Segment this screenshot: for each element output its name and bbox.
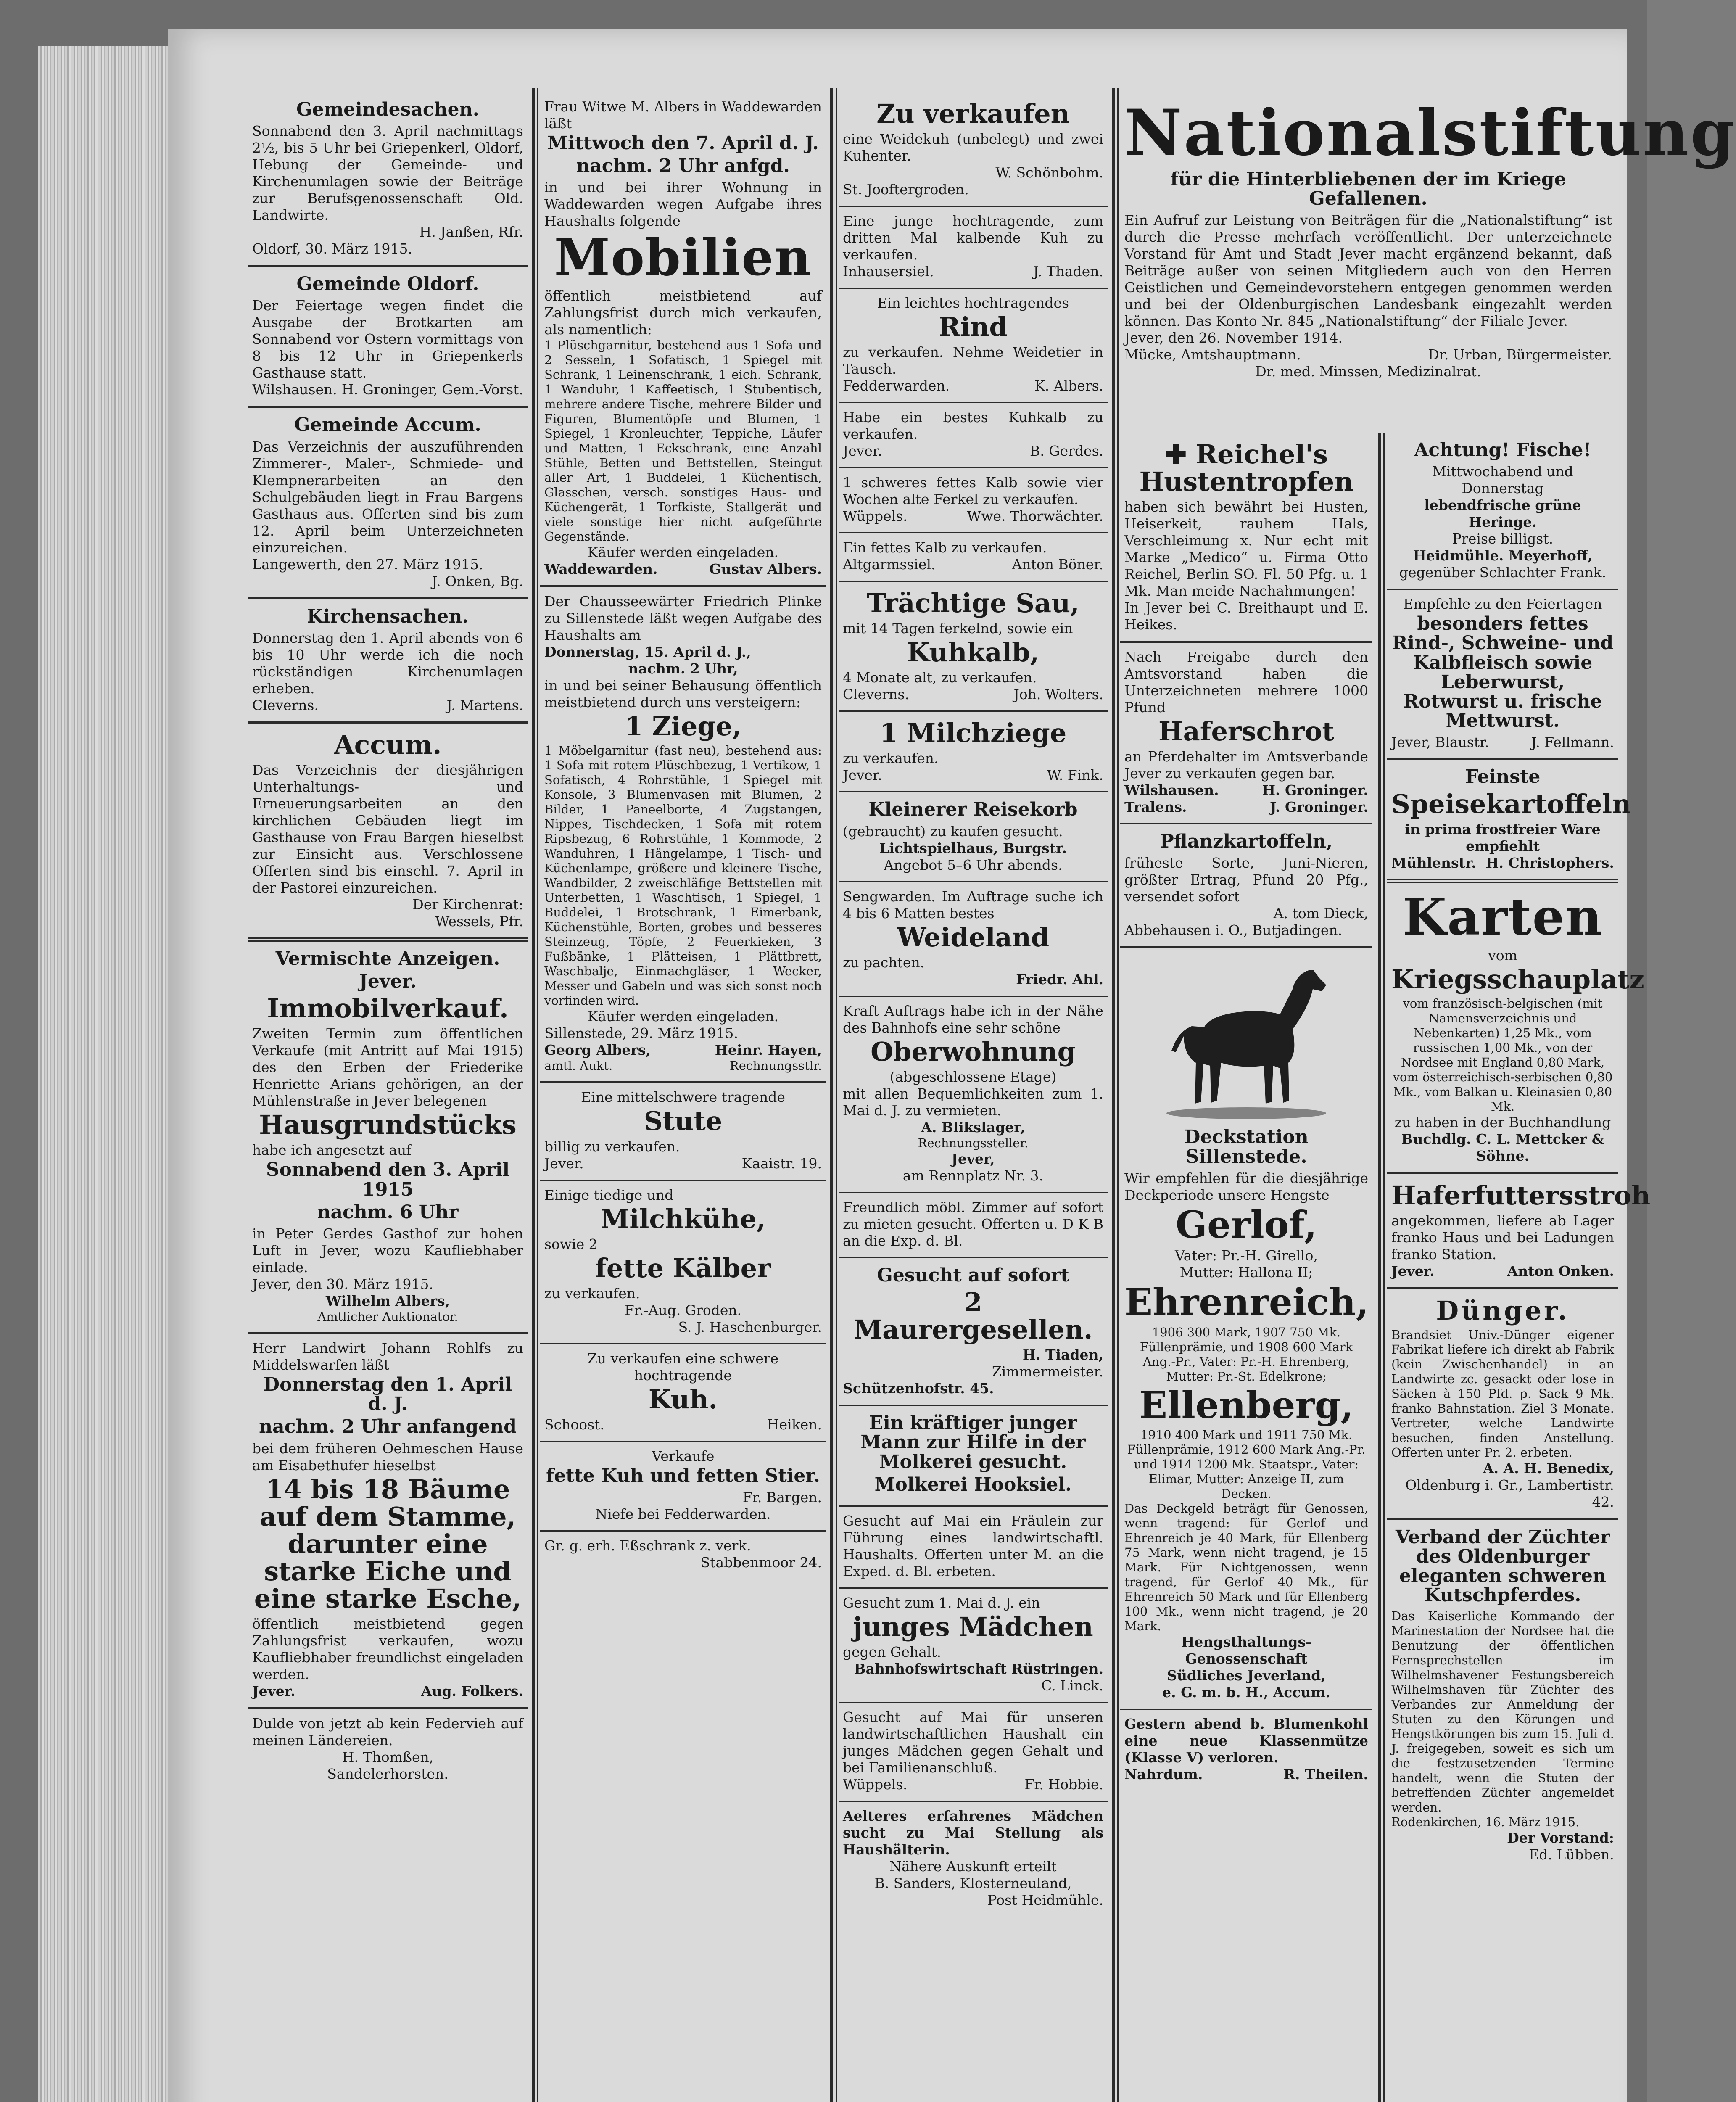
- ad-text: Vater: Pr.-H. Girello,: [1174, 1247, 1318, 1264]
- ad-signature: Wilhelm Albers,: [325, 1292, 450, 1309]
- column-5: [1387, 433, 1651, 2102]
- ad-place: Altgarmssiel.: [843, 556, 936, 573]
- ad-date: Mittwoch den 7. April d. J.: [547, 132, 819, 154]
- ad-text: Eine mittelschwere tragende: [581, 1089, 785, 1106]
- ad-molkerei: [839, 1406, 1108, 1507]
- ad-text: Käufer werden eingeladen.: [587, 1008, 779, 1025]
- ad-text: Aelteres erfahrenes Mädchen sucht zu Mai Stellung als Haushälterin.: [843, 1808, 1103, 1858]
- ad-reisekorb: [839, 792, 1108, 882]
- ad-signature: Amtlicher Auktionator.: [317, 1309, 458, 1324]
- ad-milchziege: [839, 712, 1108, 792]
- ad-headline: Kuhkalb,: [907, 637, 1039, 668]
- ad-signature: Rechnungsstlr.: [729, 1059, 822, 1073]
- ad-place: Nahrdum.: [1124, 1766, 1203, 1783]
- ad-rind: [839, 289, 1108, 403]
- ad-signature: Anton Onken.: [1507, 1262, 1614, 1279]
- ad-headline-text: Reichel's Hustentropfen: [1139, 439, 1353, 497]
- ad-headline: Haferfuttersstroh: [1391, 1180, 1651, 1211]
- ad-time: nachm. 2 Uhr anfangend: [259, 1416, 517, 1438]
- ad-junge-kuh: [839, 207, 1108, 289]
- notice-text: Das Verzeichnis der diesjährigen Unterhaltungs- und Erneuerungsarbeiten an den kirchlichen Gebäuden liegt im Gasthause von Frau Bargen hieselbst zur Einsicht aus. Verschlossene Offerten sind bis einschl. 7. April in der Pastorei einzureichen.: [252, 761, 523, 896]
- ad-headline: 2 Maurergesellen.: [853, 1287, 1093, 1345]
- ad-title: Verband der Züchter des Oldenburger eleganten schweren Kutschpferdes.: [1395, 1526, 1610, 1606]
- ad-text: Sengwarden. Im Auftrage suche ich 4 bis 6 Matten bestes: [843, 888, 1103, 922]
- ad-address: Stabbenmoor 24.: [700, 1554, 822, 1571]
- ad-maedchen-mai: [839, 1703, 1108, 1802]
- ad-text: gegen Gehalt.: [843, 1644, 942, 1661]
- ad-text: Empfehle zu den Feiertagen: [1403, 596, 1602, 613]
- ad-headline: fette Kälber: [595, 1252, 771, 1283]
- ad-headline: Kriegsschauplatz: [1391, 964, 1644, 995]
- ad-title: Zu verkaufen: [876, 98, 1070, 129]
- ad-text: in prima frostfreier Ware empfiehlt: [1405, 821, 1601, 854]
- notice-title: Gemeinde Accum.: [294, 414, 481, 436]
- ad-fleisch: [1387, 590, 1618, 760]
- ad-speisekartoffeln: [1387, 760, 1631, 883]
- ad-text: Preise billigst.: [1452, 531, 1554, 547]
- ad-headline: Dünger.: [1436, 1295, 1570, 1326]
- cross-icon: ✚: [1165, 439, 1187, 470]
- ad-text: Wir empfehlen für die diesjährige Deckperiode unsere Hengste: [1124, 1170, 1368, 1203]
- ad-title: Immobilverkauf.: [267, 993, 509, 1024]
- ad-text: 4 Monate alt, zu verkaufen.: [843, 669, 1037, 686]
- ad-place: Jever, Blaustr.: [1391, 734, 1489, 751]
- ad-fische: [1387, 433, 1618, 590]
- ad-signature: J. Fellmann.: [1531, 734, 1614, 751]
- ad-text: Gesucht auf Mai ein Fräulein zur Führung eines landwirtschaftl. Haushalts. Offerten unter M. an die Exped. d. Bl. erbeten.: [843, 1512, 1103, 1579]
- ad-itemlist: 1 Möbelgarnitur (fast neu), bestehend aus: 1 Sofa mit rotem Plüschbezug, 1 Vertikow, 1 Sofatisch, 4 Rohrstühle, 1 Spiegel mit Konsole, 3 Blumenvasen mit Blumen, 2 Bilder, 1 Paneelborte, 4 Zugstangen, Nippes, Tischdecken, 1 Sofa mit rotem Ripsbezug, 6 Rohrstühle, 1 Kommode, 2 Wanduhren, 1 Hängelampe, 1 Tisch- und Küchenlampe, größere und kleinere Tische, Wandbilder, 2 zweischläfige Bettstellen mit Unterbetten, 1 Waschtisch, 1 Spiegel, 1 Buddelei, 1 Brotschrank, 1 Eimerbank, Küchenstühle, Borten, grobes und besseres Steinzeug, Töpfe, 2 Feuerkieken, 3 Fußbänke, 1 Plätteisen, 1 Plättbrett, Waschbalje, Einmachgläser, 1 Wecker, Messer und Gabeln und was sich sonst noch vorfinden wird.: [544, 743, 822, 1008]
- notice-signature: J. Onken, Bg.: [432, 573, 523, 589]
- ad-address: gegenüber Schlachter Frank.: [1399, 564, 1607, 581]
- ad-signature: A. Blikslager,: [921, 1119, 1025, 1136]
- column-4a: [1120, 433, 1372, 2102]
- ad-junges-maedchen: [839, 1589, 1108, 1703]
- ad-itemlist: 1 Plüschgarnitur, bestehend aus 1 Sofa und 2 Sesseln, 1 Sofatisch, 1 Spiegel mit Schrank, 1 Leinenschrank, 1 eich. Schrank, 1 Wanduhr, 1 Kaffeetisch, 1 Stubentisch, mehrere andere Tische, mehrere Bilder und Figuren, Blumentöpfe und Blumen, 1 Spiegel, 1 Kronleuchter, Teppiche, Läufer und Matten, 1 Eckschrank, eine Anzahl Stühle, Betten und Bettstellen, Steingut aller Art, 1 Buddelei, 1 Küchentisch, Glasschen, versch. sonstiges Haus- und Küchengerät, 1 Torfkiste, Stallgerät und viele sonstige hier nicht aufgeführte Gegenstände.: [544, 338, 822, 544]
- ad-headline: Nationalstiftung: [1124, 96, 1736, 170]
- ad-karten: [1387, 883, 1644, 1174]
- ad-headline: Rind: [939, 312, 1008, 343]
- ad-fraeulein: [839, 1507, 1108, 1589]
- ad-place: Wüppels.: [843, 508, 908, 525]
- notice-title: Accum.: [334, 729, 442, 760]
- ad-ziege-auktion: [540, 587, 826, 1083]
- ad-signature: Der Vorstand:: [1507, 1829, 1614, 1846]
- notice-place: Wilshausen.: [252, 381, 337, 398]
- ad-text: vom französisch-belgischen (mit Namensverzeichnis und Nebenkarten) 1,25 Mk., vom russischen 1,00 Mk., von der Nordsee mit England 0,80 Mark, vom österreichisch-serbischen 0,80 Mk., vom Balkan u. Kleinasien 0,80 Mk.: [1393, 996, 1613, 1114]
- ad-time: nachm. 2 Uhr,: [628, 660, 738, 677]
- ad-signature: K. Albers.: [1034, 378, 1103, 394]
- ad-text: Käufer werden eingeladen.: [587, 544, 779, 561]
- newspaper-page: [168, 29, 1736, 2102]
- column-rule: [830, 88, 833, 2102]
- ad-date: Sonnabend den 3. April 1915: [266, 1159, 510, 1200]
- ad-mobilien: [540, 92, 826, 587]
- ad-weidekuh: [839, 92, 1108, 207]
- ad-fette-kuh: [540, 1442, 826, 1532]
- ad-text: 1 schweres fettes Kalb sowie vier Wochen alte Ferkel zu verkaufen.: [843, 474, 1103, 508]
- ad-zimmer: [839, 1193, 1108, 1258]
- ad-headline: Pflanzkartoffeln,: [1160, 831, 1333, 853]
- ad-milchkuehe: [540, 1181, 826, 1344]
- ad-text: zu verkaufen.: [544, 1285, 640, 1302]
- ad-text: lebendfrische grüne Heringe.: [1424, 497, 1581, 531]
- ad-signature: Aug. Folkers.: [421, 1683, 523, 1699]
- ad-date: Jever, den 26. November 1914.: [1124, 329, 1343, 346]
- ad-address: am Rennplatz Nr. 3.: [902, 1167, 1044, 1184]
- notice-title: Kirchensachen.: [307, 605, 469, 627]
- ad-text: zu verkaufen. Nehme Weidetier in Tausch.: [843, 344, 1103, 378]
- ad-baeume: [248, 1334, 528, 1709]
- ad-headline: Karten: [1402, 887, 1603, 947]
- ad-text: Kraft Auftrags habe ich in der Nähe des Bahnhofs eine sehr schöne: [843, 1002, 1103, 1036]
- ad-headline: Kuh.: [648, 1384, 718, 1415]
- column-3: [839, 92, 1108, 2102]
- ad-headline: 1 Ziege,: [625, 711, 741, 742]
- ad-time: nachm. 2 Uhr anfgd.: [576, 155, 790, 177]
- column-1: [248, 92, 528, 2102]
- ad-place: Jever.: [359, 971, 417, 993]
- ad-signature: Fr. Hobbie.: [1024, 1776, 1103, 1793]
- ad-signature: Heinr. Hayen,: [715, 1042, 822, 1059]
- ad-text: Mutter: Hallona II;: [1179, 1264, 1313, 1281]
- horse-illustration: [1124, 953, 1368, 1126]
- ad-text: angekommen, liefere ab Lager franko Haus und bei Ladungen franko Station.: [1391, 1212, 1614, 1262]
- ad-date: Donnerstag den 1. April d. J.: [263, 1373, 512, 1415]
- ad-deckstation: [1120, 948, 1372, 1710]
- ad-text: Zweiten Termin zum öffentlichen Verkaufe (mit Antritt auf Mai 1915) des den Erben der Friederike Henriette Arians gehörigen, an der Mühlenstraße in Jever belegenen: [252, 1025, 523, 1109]
- ad-text: bei dem früheren Oehmeschen Hause am Eisabethufer hieselbst: [252, 1440, 523, 1474]
- notice-signature: Wessels, Pfr.: [435, 913, 523, 930]
- ad-signature: J. Groninger.: [1269, 799, 1368, 816]
- ad-date: Donnerstag, 15. April d. J.,: [544, 644, 751, 660]
- ad-stute: [540, 1083, 826, 1180]
- ad-signature: Heidmühle. Meyerhoff,: [1413, 547, 1593, 564]
- ad-text: an Pferdehalter im Amtsverbande Jever zu verkaufen gegen bar.: [1124, 748, 1368, 782]
- ad-klassenmuetze: [1120, 1710, 1372, 1790]
- ad-signature: J. Thaden.: [1033, 263, 1103, 280]
- ad-title: Feinste: [1465, 766, 1541, 788]
- stallion-name: Gerlof,: [1175, 1202, 1317, 1246]
- ad-signature: A. A. H. Benedix,: [1483, 1460, 1614, 1476]
- ad-address: Abbehausen i. O., Butjadingen.: [1124, 922, 1343, 939]
- ad-text: Das Deckgeld beträgt für Genossen, wenn tragend: für Gerlof und Ehrenreich je 40 Mark, für Ellenberg 75 Mark, wenn nicht tragend, je 15 Mark. Für Nichtgenossen, wenn tragend, für Gerlof 40 Mk., für Ehrenreich 50 Mark und für Ellenberg 100 Mk., wenn nicht tragend, je 20 Mark.: [1124, 1501, 1368, 1634]
- column-2: [540, 92, 826, 2102]
- ad-place: Cleverns.: [843, 686, 909, 703]
- ad-nationalstiftung: [1120, 92, 1736, 388]
- ad-signature: Buchdlg. C. L. Mettcker & Söhne.: [1401, 1130, 1604, 1164]
- ad-headline: 1 Milchziege: [879, 718, 1067, 749]
- ad-text: zu pachten.: [843, 954, 925, 971]
- notice-title: Gemeindesachen.: [296, 99, 479, 120]
- ad-headline: junges Mädchen: [853, 1611, 1093, 1642]
- ad-text: Gestern abend b. Blumenkohl eine neue Klassenmütze (Klasse V) verloren.: [1124, 1716, 1368, 1766]
- ad-headline: Haferschrot: [1158, 716, 1334, 747]
- ad-text: billig zu verkaufen.: [544, 1138, 680, 1155]
- ad-haushaelterin: [839, 1802, 1108, 1916]
- ad-date: Sillenstede, 29. März 1915.: [544, 1025, 738, 1042]
- ad-headline: Hausgrundstücks: [259, 1109, 517, 1141]
- notice-signature: H. Janßen, Rfr.: [419, 224, 523, 240]
- ad-text: zu verkaufen.: [843, 750, 939, 767]
- ad-signature: Zimmermeister.: [992, 1363, 1103, 1380]
- ad-text: sowie 2: [544, 1236, 598, 1252]
- ad-headline: [1124, 441, 1368, 495]
- ad-oberwohnung: [839, 997, 1108, 1193]
- ad-place: Jever.: [544, 1155, 584, 1172]
- notice-text: Donnerstag den 1. April abends von 6 bis 10 Uhr werde ich die noch rückständigen Kirchenumlagen erheben.: [252, 629, 523, 697]
- column-rule: [532, 88, 535, 2102]
- ad-title: Achtung! Fische!: [1414, 439, 1591, 461]
- ad-signature: Ed. Lübben.: [1529, 1846, 1614, 1863]
- ad-signature: Heiken.: [767, 1416, 822, 1433]
- ad-text: Gr. g. erh. Eßschrank z. verk.: [544, 1537, 751, 1554]
- ad-text: Freundlich möbl. Zimmer auf sofort zu mieten gesucht. Offerten u. D K B an die Exp. d. Bl.: [843, 1199, 1103, 1249]
- ad-signature: Bahnhofswirtschaft Rüstringen.: [854, 1661, 1103, 1677]
- ad-place: Tralens.: [1124, 799, 1187, 816]
- ad-signature: Sandelerhorsten.: [327, 1766, 449, 1782]
- ad-text: früheste Sorte, Juni-Nieren, größter Ertrag, Pfund 20 Pfg., versendet sofort: [1124, 855, 1368, 905]
- page-edges-stack: [38, 46, 181, 2102]
- ad-signature: B. Gerdes.: [1030, 443, 1103, 459]
- notice-text: Sonnabend den 3. April nachmittags 2½, bis 5 Uhr bei Griepenkerl, Oldorf, Hebung der Gemeinde- und Kirchenumlagen sowie der Beiträge zur Berufsgenossenschaft Old. Landwirte.: [252, 123, 523, 224]
- ad-text: zu haben in der Buchhandlung: [1394, 1114, 1611, 1130]
- ad-place: Jever,: [951, 1150, 995, 1167]
- ad-signature: amtl. Aukt.: [544, 1059, 613, 1073]
- ad-address: Mühlenstr.: [1391, 854, 1476, 871]
- ad-signature: B. Sanders, Klosterneuland,: [874, 1875, 1072, 1892]
- ad-text: Mittwochabend und Donnerstag: [1432, 463, 1573, 497]
- ad-date: Jever, den 30. März 1915.: [252, 1275, 434, 1292]
- ad-place: Jever.: [252, 1683, 295, 1699]
- stallion-name: Ellenberg,: [1139, 1383, 1353, 1427]
- ad-signature: C. Linck.: [1041, 1677, 1103, 1694]
- ad-headline: Milchkühe,: [600, 1203, 766, 1234]
- ad-signature: Rechnungssteller.: [918, 1136, 1029, 1150]
- ad-signature: Post Heidmühle.: [987, 1892, 1103, 1909]
- ad-text: in und bei ihrer Wohnung in Waddewarden wegen Aufgabe ihres Haushalts folgende: [544, 179, 822, 230]
- ad-signature: Fr. Bargen.: [742, 1489, 822, 1506]
- ad-place: Fr.-Aug. Groden.: [624, 1302, 742, 1318]
- ad-weideland: [839, 882, 1108, 997]
- ad-kuhkalb: [839, 403, 1108, 468]
- ad-signature: Hengsthaltungs-Genossenschaft: [1181, 1634, 1311, 1667]
- ad-text: Eine junge hochtragende, zum dritten Mal kalbende Kuh zu verkaufen.: [843, 213, 1103, 263]
- ad-headline: Trächtige Sau,: [867, 588, 1079, 619]
- ad-text: Habe ein bestes Kuhkalb zu verkaufen.: [843, 409, 1103, 443]
- ad-signature: R. Theilen.: [1283, 1766, 1368, 1783]
- ad-text: Gesucht auf Mai für unseren landwirtschaftlichen Haushalt ein junges Mädchen gegen Gehalt und bei Familienanschluß.: [843, 1709, 1103, 1776]
- notice-text: Das Verzeichnis der auszuführenden Zimmerer-, Maler-, Schmiede- und Klempnerarbeiten an den Schulgebäuden liegt in Frau Bargens Gasthaus aus. Offerten sind bis zum 12. April beim Unterzeichneten einzureichen.: [252, 438, 523, 556]
- ad-text: in Peter Gerdes Gasthof zur hohen Luft in Jever, wozu Kaufliebhaber einlade.: [252, 1225, 523, 1275]
- ad-text: eine Weidekuh (unbelegt) und zwei Kuhenter.: [843, 131, 1103, 164]
- ad-text: Frau Witwe M. Albers in Waddewarden läßt: [544, 98, 822, 132]
- ad-headline: 14 bis 18 Bäume auf dem Stamme, darunter eine starke Eiche und eine starke Esche,: [254, 1474, 522, 1614]
- ad-signature: Gustav Albers.: [709, 561, 822, 578]
- ad-traechtige-sau: [839, 582, 1108, 712]
- ad-headline: besonders fettes Rind-, Schweine- und Kalbfleisch sowie Leberwurst, Rotwurst u. frische Mettwurst.: [1392, 613, 1614, 732]
- ad-text: in und bei seiner Behausung öffentlich meistbietend durch uns versteigern:: [544, 677, 822, 711]
- ad-signature: Friedr. Ahl.: [1016, 971, 1103, 988]
- ad-headline: Stute: [644, 1106, 723, 1137]
- ad-text: Nähere Auskunft erteilt: [889, 1858, 1057, 1875]
- ad-text: Brandsiet Univ.-Dünger eigener Fabrikat liefere ich direkt ab Fabrik (kein Zwischenhandel) in an Landwirte zc. gesackt oder lose in Säcken à 150 Pfd. p. Sack 9 Mk. franko Bahnstation. Ziel 3 Monate. Vertreter, welche Landwirte besuchen, finden Anstellung. Offerten unter Pr. 2. erbeten.: [1391, 1327, 1614, 1460]
- ad-signature: Joh. Wolters.: [1013, 686, 1103, 703]
- notice-date: Oldorf, 30. März 1915.: [252, 240, 412, 257]
- ad-place: Niefe bei Fedderwarden.: [595, 1506, 771, 1523]
- ad-title: Ein kräftiger junger Mann zur Hilfe in der Molkerei gesucht.: [860, 1412, 1086, 1473]
- ad-place: Fedderwarden.: [843, 378, 950, 394]
- ad-text: Einige tiedige und: [544, 1186, 674, 1203]
- notice-title: Gemeinde Oldorf.: [296, 273, 479, 295]
- ad-headline: Oberwohnung: [871, 1036, 1076, 1067]
- ad-headline: Speisekartoffeln: [1391, 788, 1631, 819]
- ad-signature: Wwe. Thorwächter.: [967, 508, 1103, 525]
- ad-signature: e. G. m. b. H., Accum.: [1162, 1684, 1330, 1701]
- ad-text: Das Kaiserliche Kommando der Marinestation der Nordsee hat die Benutzung der öffentlichen Fernsprechstellen im Wilhelmshavener Festungsbereich Wilhelmshaven für Züchter des Verbandes zur Anmeldung der Stuten zu den Körungen und Hengstkörungen bis zum 15. Juli d. J. freigegeben, soweit es sich um die festzusetzenden Termine handelt, wenn die Stuten der betreffenden Züchter angemeldet werden.: [1391, 1608, 1614, 1814]
- notice-signature: Der Kirchenrat:: [412, 896, 523, 913]
- notice-kirchensachen: [248, 599, 528, 724]
- ad-headline: Weideland: [897, 922, 1050, 953]
- notice-accum-kirche: [248, 724, 528, 942]
- ad-signature: Dr. med. Minssen, Medizinalrat.: [1255, 363, 1481, 380]
- ad-address: Schützenhofstr. 45.: [843, 1380, 994, 1397]
- ad-text: Zu verkaufen eine schwere hochtragende: [587, 1350, 779, 1384]
- ad-text: Ein leichtes hochtragendes: [877, 295, 1069, 312]
- ad-signature: W. Fink.: [1047, 767, 1103, 784]
- section-heading: Vermischte Anzeigen.: [275, 948, 500, 969]
- notice-date: Langewerth, den 27. März 1915.: [252, 556, 483, 573]
- ad-place: Jever.: [843, 767, 882, 784]
- ad-text: öffentlich meistbietend auf Zahlungsfrist durch mich verkaufen, als namentlich:: [544, 288, 822, 338]
- ad-signature: H. Groninger.: [1262, 782, 1368, 799]
- ad-esschrank: [540, 1532, 826, 1579]
- ad-haferschrot: [1120, 643, 1372, 824]
- ad-text: haben sich bewährt bei Husten, Heiserkeit, rauhem Hals, Verschleimung x. Nur echt mit Marke „Medico“ u. Firma Otto Reichel, Berlin SO. Fl. 50 Pfg. u. 1 Mk. Man meide Nachahmungen!: [1124, 499, 1368, 599]
- ad-fettes-kalb-ferkel: [839, 468, 1108, 533]
- ad-signature: S. J. Haschenburger.: [678, 1318, 822, 1335]
- ad-text: Der Chausseewärter Friedrich Plinke zu Sillenstede läßt wegen Aufgabe des Haushalts am: [544, 593, 822, 644]
- ad-fettes-kalb: [839, 533, 1108, 582]
- ad-immobilverkauf: [248, 942, 528, 1334]
- ad-place: Inhausersiel.: [843, 263, 934, 280]
- ad-text: mit 14 Tagen ferkelnd, sowie ein: [843, 620, 1073, 637]
- ad-signature: Georg Albers,: [544, 1042, 651, 1059]
- ad-place: St. Jooftergroden.: [843, 181, 969, 198]
- ad-text: Verkaufe: [652, 1447, 715, 1464]
- notice-signature: H. Groninger, Gem.-Vorst.: [341, 381, 523, 398]
- ad-headline: Molkerei Hooksiel.: [874, 1474, 1072, 1495]
- ad-date: Rodenkirchen, 16. März 1915.: [1391, 1814, 1580, 1829]
- stallion-name: Ehrenreich,: [1124, 1280, 1369, 1324]
- notice-gemeinde-oldorf: [248, 267, 528, 408]
- ad-place: Wilshausen.: [1124, 782, 1219, 799]
- ad-haferfutterstroh: [1387, 1174, 1651, 1289]
- notice-place: Cleverns.: [252, 697, 319, 713]
- ad-place: Schoost.: [544, 1416, 604, 1433]
- ad-headline: Deckstation Sillenstede.: [1184, 1126, 1309, 1167]
- column-rule: [1378, 433, 1381, 2102]
- ad-duenger: [1387, 1289, 1618, 1520]
- ad-text: Nach Freigabe durch den Amtsvorstand haben die Unterzeichneten mehrere 1000 Pfund: [1124, 649, 1368, 716]
- ad-text: vom: [1488, 947, 1517, 964]
- ad-text: Dulde von jetzt ab kein Federvieh auf meinen Ländereien.: [252, 1715, 523, 1748]
- ad-text: (gebraucht) zu kaufen gesucht.: [843, 823, 1063, 840]
- ad-signature: Kaaistr. 19.: [741, 1155, 822, 1172]
- ad-signature: Mücke, Amtshauptmann.: [1124, 346, 1301, 363]
- ad-text: 1910 400 Mark und 1911 750 Mk. Füllenprämie, 1912 600 Mark Ang.-Pr. und 1914 1200 Mk. Staatspr., Vater: Elimar, Mutter: Anzeige II, zum Decken.: [1127, 1428, 1366, 1501]
- horse-icon: [1154, 956, 1339, 1124]
- ad-signature: W. Schönbohm.: [995, 164, 1103, 181]
- ad-subheadline: für die Hinterbliebenen der im Kriege Gefallenen.: [1170, 168, 1566, 209]
- ad-headline: fette Kuh und fetten Stier.: [546, 1465, 820, 1487]
- ad-verband-zuechter: [1387, 1520, 1618, 1871]
- ad-headline: Mobilien: [554, 228, 812, 288]
- ad-text: (abgeschlossene Etage): [889, 1068, 1057, 1085]
- ad-text: Ein fettes Kalb zu verkaufen.: [843, 539, 1047, 556]
- ad-text: Gesucht zum 1. Mai d. J. ein: [843, 1594, 1040, 1611]
- ad-pflanzkartoffeln: [1120, 824, 1372, 948]
- ad-signature: H. Tiaden,: [1022, 1347, 1103, 1363]
- ad-place: Jever.: [843, 443, 882, 459]
- ad-time: nachm. 6 Uhr: [317, 1201, 459, 1223]
- ad-signature: Anton Böner.: [1012, 556, 1103, 573]
- ad-signature: Lichtspielhaus, Burgstr.: [879, 840, 1067, 856]
- ad-maurergesellen: [839, 1258, 1108, 1406]
- ad-place: Jever.: [1391, 1262, 1435, 1279]
- ad-text: 1906 300 Mark, 1907 750 Mk. Füllenprämie, und 1908 600 Mark Ang.-Pr., Vater: Pr.-H. Ehrenberg, Mutter: Pr.-St. Edelkrone;: [1140, 1325, 1353, 1384]
- ad-signature: A. tom Dieck,: [1273, 905, 1368, 922]
- ad-text: Herr Landwirt Johann Rohlfs zu Middelswarfen läßt: [252, 1339, 523, 1373]
- ad-place: Wüppels.: [843, 1776, 908, 1793]
- ad-text: In Jever bei C. Breithaupt und E. Heikes.: [1124, 599, 1368, 633]
- ad-signature: H. Christophers.: [1485, 854, 1614, 871]
- ad-text: habe ich angesetzt auf: [252, 1142, 412, 1159]
- ad-place: Waddewarden.: [544, 561, 658, 578]
- ad-headline: Kleinerer Reisekorb: [868, 799, 1078, 821]
- ad-signature: Dr. Urban, Bürgermeister.: [1428, 346, 1612, 363]
- ad-text: mit allen Bequemlichkeiten zum 1. Mai d. J. zu vermieten.: [843, 1085, 1103, 1119]
- ad-title: Gesucht auf sofort: [877, 1264, 1069, 1286]
- column-rule: [1112, 88, 1115, 2102]
- ad-signature: Südliches Jeverland,: [1167, 1667, 1326, 1684]
- notice-gemeindesachen: [248, 92, 528, 267]
- ad-text: Angebot 5–6 Uhr abends.: [884, 856, 1063, 873]
- ad-kuh: [540, 1344, 826, 1442]
- ad-text: öffentlich meistbietend gegen Zahlungsfrist verkaufen, wozu Kaufliebhaber freundlichst eingeladen werden.: [252, 1616, 523, 1682]
- notice-signature: J. Martens.: [446, 697, 523, 713]
- notice-text: Der Feiertage wegen findet die Ausgabe der Brotkarten am Sonnabend vor Ostern vormittags von 8 bis 12 Uhr in Griepenkerls Gasthause statt.: [252, 297, 523, 381]
- ad-text: Ein Aufruf zur Leistung von Beiträgen für die „Nationalstiftung“ ist durch die Presse mehrfach veröffentlicht. Der unterzeichnete Vorstand für Amt und Stadt Jever macht ergänzend bekannt, daß Beiträge außer von seinen Mitgliedern auch von den Herren Geistlichen und Gemeindevorstehern entgegen genommen werden und bei der Oldenburgischen Landesbank eingezahlt werden können. Das Konto Nr. 845 „Nationalstiftung“ der Filiale Jever.: [1124, 211, 1612, 329]
- ad-hustentropfen: [1120, 433, 1372, 643]
- ad-federvieh: [248, 1709, 528, 1790]
- notice-gemeinde-accum: [248, 408, 528, 599]
- ad-signature: H. Thomßen,: [342, 1749, 434, 1765]
- ad-address: Oldenburg i. Gr., Lambertistr. 42.: [1405, 1476, 1614, 1510]
